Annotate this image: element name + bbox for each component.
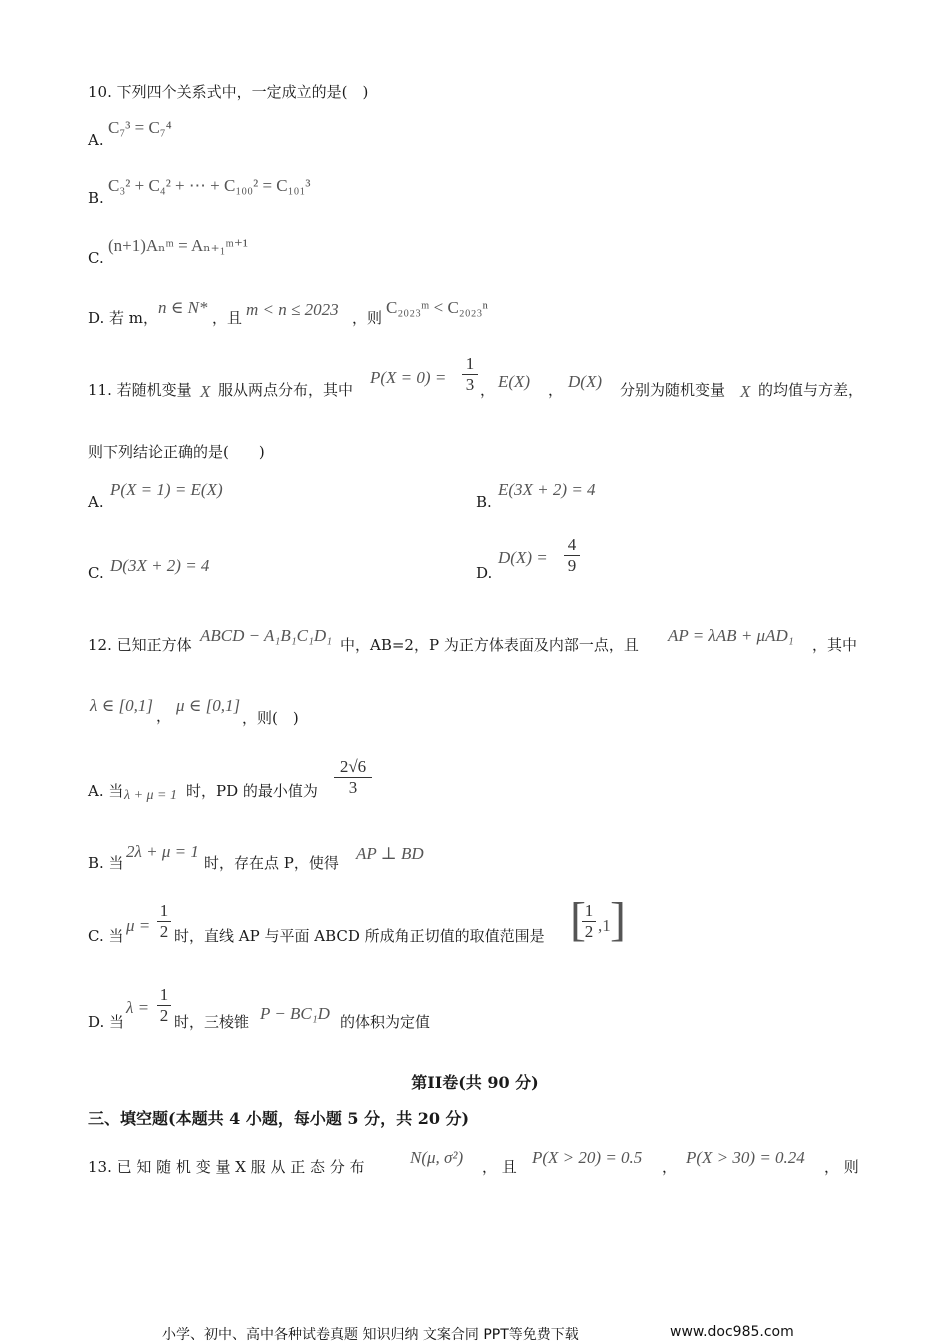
q12-option-c-left-bracket: [ bbox=[570, 893, 586, 946]
q12-cube: ABCD − A₁B₁C₁D₁ bbox=[200, 626, 333, 645]
q12-option-b-cond: 2λ + μ = 1 bbox=[126, 842, 199, 861]
q11-option-b-label: B. bbox=[476, 493, 492, 511]
q11-option-c-label: C. bbox=[88, 564, 104, 582]
q12-option-c-den: 2 bbox=[159, 922, 169, 941]
q12-option-a-den: 3 bbox=[348, 778, 358, 797]
q12-option-d-den: 2 bbox=[159, 1006, 169, 1025]
q12-option-a-post: 时，PD 的最小值为 bbox=[186, 782, 318, 800]
q11-prob-den: 3 bbox=[465, 375, 475, 394]
q12-option-c-range-den: 2 bbox=[584, 922, 594, 941]
section-three-heading: 三、填空题(本题共 4 小题，每小题 5 分，共 20 分) bbox=[88, 1109, 470, 1128]
q12-option-c-cond: μ = bbox=[126, 916, 151, 935]
part-two-heading: 第II卷(共 90 分) bbox=[411, 1073, 539, 1092]
q12-option-c-range-num: 1 bbox=[584, 901, 594, 920]
q12-then: ，则( ) bbox=[242, 709, 299, 727]
q11-stem-mid: 服从两点分布，其中 bbox=[218, 381, 354, 399]
q11-option-d-num: 4 bbox=[567, 535, 577, 554]
q12-option-d-end: 的体积为定值 bbox=[340, 1013, 431, 1031]
q10-option-a-label: A. bbox=[88, 131, 104, 149]
q12-option-d-math: P − BC₁D bbox=[260, 1004, 330, 1023]
q11-option-b-math: E(3X + 2) = 4 bbox=[498, 480, 596, 499]
q12-option-c-range-fraction bbox=[582, 902, 596, 941]
q12-option-a-num: 2√6 bbox=[339, 757, 367, 776]
footer-text: 小学、初中、高中各种试卷真题 知识归纳 文案合同 PPT等免费下载 bbox=[162, 1327, 579, 1343]
q12-option-d-num: 1 bbox=[159, 985, 169, 1004]
q12-option-d-cond: λ = bbox=[126, 998, 150, 1017]
q12-option-c-num: 1 bbox=[159, 901, 169, 920]
q11-variance: D(X) bbox=[568, 372, 602, 391]
q12-option-d-fraction bbox=[157, 986, 171, 1025]
q11-stem-pre: 11. 若随机变量 bbox=[88, 381, 192, 399]
q12-option-c-fraction bbox=[157, 902, 171, 941]
q13-distribution: N(μ, σ²) bbox=[410, 1148, 464, 1167]
q10-option-b-math: C₃² + C₄² + ⋯ + C₁₀₀² = C₁₀₁³ bbox=[108, 176, 311, 195]
q11-expectation: E(X) bbox=[498, 372, 531, 391]
q12-option-a-cond: λ + μ = 1 bbox=[124, 788, 177, 803]
q11-option-a-label: A. bbox=[88, 493, 104, 511]
q10-option-d-math3: C₂₀₂₃ᵐ < C₂₀₂₃ⁿ bbox=[386, 298, 488, 317]
q11-stem-end: 的均值与方差， bbox=[758, 381, 864, 399]
q11-prob-fraction bbox=[462, 355, 478, 394]
q13-prob1: P(X > 20) = 0.5 bbox=[532, 1148, 643, 1167]
footer-url[interactable]: www.doc985.com bbox=[670, 1324, 794, 1340]
q11-option-c-math: D(3X + 2) = 4 bbox=[110, 556, 210, 575]
q12-option-c-right-bracket: ] bbox=[610, 893, 626, 946]
q12-option-d-pre: D. 当 bbox=[88, 1013, 125, 1031]
q13-end: ， 则 bbox=[824, 1158, 859, 1176]
q11-option-d-den: 9 bbox=[567, 556, 577, 575]
q12-option-d-post: 时，三棱锥 bbox=[174, 1013, 250, 1031]
q12-stem-mid: 中，AB=2，P 为正方体表面及内部一点，且 bbox=[340, 636, 639, 654]
q11-prob-num: 1 bbox=[465, 354, 475, 373]
q11-var-x: X bbox=[200, 382, 211, 401]
q13-prob2: P(X > 30) = 0.24 bbox=[686, 1148, 805, 1167]
q12-comma: ， bbox=[156, 707, 172, 725]
q11-option-d-label: D. bbox=[476, 564, 493, 582]
q13-mid: ， 且 bbox=[482, 1158, 517, 1176]
q11-line2: 则下列结论正确的是( ) bbox=[88, 443, 265, 461]
q12-mu-range: μ ∈ [0,1] bbox=[176, 696, 241, 715]
q10-option-d-mid2: ，则 bbox=[352, 309, 383, 327]
q12-lambda-range: λ ∈ [0,1] bbox=[90, 696, 153, 715]
q10-option-d-math1: n ∈ N* bbox=[158, 298, 208, 317]
q10-option-d-mid: ，且 bbox=[212, 309, 243, 327]
q11-option-a-math: P(X = 1) = E(X) bbox=[110, 480, 223, 499]
q11-option-d-fraction bbox=[564, 536, 580, 575]
q10-option-a-math: C₇³ = C₇⁴ bbox=[108, 118, 172, 137]
q12-option-c-pre: C. 当 bbox=[88, 927, 124, 945]
q10-option-b-label: B. bbox=[88, 189, 104, 207]
q12-option-c-post: 时，直线 AP 与平面 ABCD 所成角正切值的取值范围是 bbox=[174, 927, 545, 945]
q11-stem-post: 分别为随机变量 bbox=[620, 381, 726, 399]
q13-comma: ， bbox=[662, 1158, 678, 1176]
q13-stem-pre: 13. 已 知 随 机 变 量 X 服 从 正 态 分 布 bbox=[88, 1158, 365, 1176]
q12-option-a-pre: A. 当 bbox=[88, 782, 124, 800]
q10-stem: 10. 下列四个关系式中，一定成立的是( ) bbox=[88, 83, 369, 101]
q12-stem-pre: 12. 已知正方体 bbox=[88, 636, 192, 654]
q11-option-d-math: D(X) = bbox=[498, 548, 548, 567]
q12-vector-eq: AP = λAB + μAD₁ bbox=[668, 626, 794, 645]
q12-option-b-post: 时，存在点 P，使得 bbox=[204, 854, 339, 872]
q12-option-a-fraction bbox=[334, 758, 372, 797]
q10-option-d-math2: m < n ≤ 2023 bbox=[246, 300, 339, 319]
q12-option-b-math: AP ⊥ BD bbox=[356, 844, 424, 863]
q10-option-c-label: C. bbox=[88, 249, 104, 267]
q11-sep-2: ， bbox=[548, 381, 564, 399]
q11-var-x-2: X bbox=[740, 382, 751, 401]
q10-option-d-label: D. 若 m， bbox=[88, 309, 159, 327]
q11-prob-expr: P(X = 0) = bbox=[370, 368, 447, 387]
q12-option-b-pre: B. 当 bbox=[88, 854, 124, 872]
q10-option-c-math: (n+1)Aₙᵐ = Aₙ₊₁ᵐ⁺¹ bbox=[108, 236, 248, 255]
q11-sep-1: ， bbox=[480, 381, 496, 399]
q12-stem-end: ，其中 bbox=[812, 636, 858, 654]
q12-option-c-range-end: ,1 bbox=[598, 916, 611, 935]
